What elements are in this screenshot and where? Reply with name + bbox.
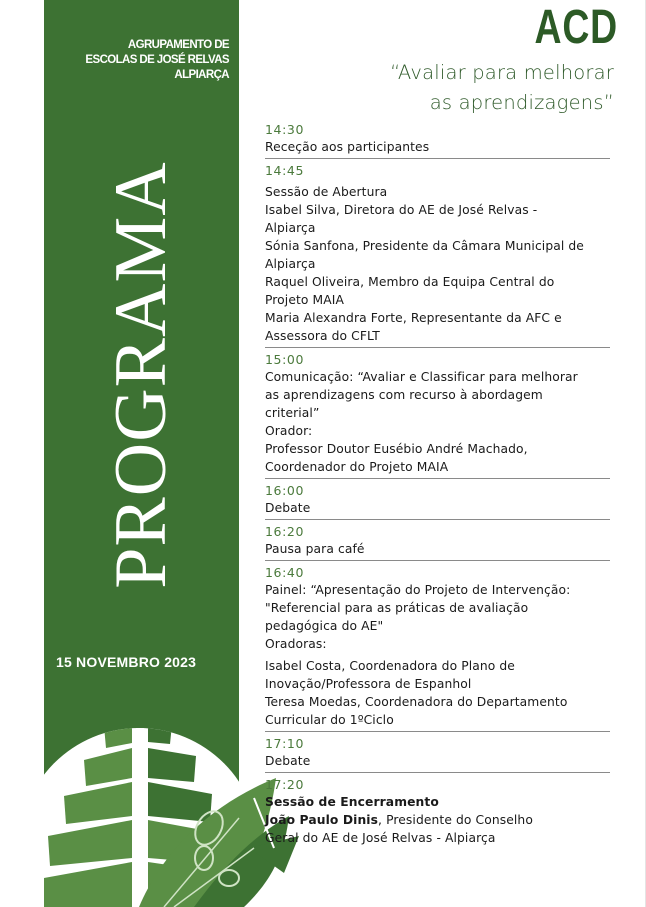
schedule-line: Debate: [265, 501, 311, 515]
schedule-line: Oradoras:: [265, 637, 327, 651]
event-subtitle: [390, 58, 614, 118]
school-name-line: AGRUPAMENTO DE: [127, 39, 229, 51]
schedule-line: Orador:: [265, 424, 313, 438]
program-schedule: [265, 122, 610, 847]
schedule-line: Projeto MAIA: [265, 293, 345, 307]
schedule-line: Inovação/Professora de Espanhol: [265, 677, 472, 691]
school-name-line: ESCOLAS DE JOSÉ RELVAS: [85, 54, 229, 66]
schedule-time: 14:30: [265, 122, 305, 137]
schedule-line: criterial”: [265, 406, 320, 420]
schedule-line: pedagógica do AE": [265, 619, 384, 633]
schedule-item: [265, 352, 610, 479]
schedule-item: [265, 524, 610, 561]
school-name: [49, 38, 229, 83]
schedule-line: Maria Alexandra Forte, Representante da AFC e: [265, 311, 562, 325]
vertical-title: PROGRAMA: [100, 161, 182, 589]
divider: [265, 347, 610, 348]
school-name-line: ALPIARÇA: [174, 69, 229, 81]
schedule-line: "Referencial para as práticas de avaliação: [265, 601, 529, 615]
schedule-line: Painel: “Apresentação do Projeto de Intervenção:: [265, 583, 571, 597]
schedule-line: Debate: [265, 754, 311, 768]
schedule-line: Geral do AE de José Relvas - Alpiarça: [265, 831, 496, 845]
schedule-line: [265, 811, 610, 829]
event-date: 15 NOVEMBRO 2023: [56, 654, 197, 670]
schedule-line: Curricular do 1ºCiclo: [265, 713, 394, 727]
speaker-name: João Paulo Dinis: [265, 813, 379, 827]
schedule-line: Pausa para café: [265, 542, 365, 556]
divider: [265, 560, 610, 561]
divider: [265, 731, 610, 732]
divider: [265, 772, 610, 773]
schedule-item: [265, 122, 610, 159]
schedule-line: Alpiarça: [265, 221, 316, 235]
divider: [265, 158, 610, 159]
schedule-line: Sónia Sanfona, Presidente da Câmara Municipal de: [265, 239, 584, 253]
schedule-line: Isabel Silva, Diretora do AE de José Relvas -: [265, 203, 538, 217]
schedule-time: 14:45: [265, 163, 305, 178]
schedule-line: Raquel Oliveira, Membro da Equipa Central do: [265, 275, 555, 289]
schedule-time: 15:00: [265, 352, 305, 367]
schedule-line: Coordenador do Projeto MAIA: [265, 460, 449, 474]
schedule-time: 16:40: [265, 565, 305, 580]
schedule-line: Sessão de Abertura: [265, 185, 388, 199]
schedule-time: 17:10: [265, 736, 305, 751]
schedule-line: Alpiarça: [265, 257, 316, 271]
divider: [265, 478, 610, 479]
closing-title: [265, 793, 610, 811]
schedule-line: Assessora do CFLT: [265, 329, 380, 343]
schedule-item: [265, 565, 610, 732]
schedule-item: [265, 777, 610, 847]
schedule-item: [265, 483, 610, 520]
schedule-line: as aprendizagens com recurso à abordagem: [265, 388, 543, 402]
event-acronym: ACD: [534, 1, 618, 54]
schedule-line: Professor Doutor Eusébio André Machado,: [265, 442, 528, 456]
speaker-role: , Presidente do Conselho: [378, 813, 533, 827]
subtitle-line: “Avaliar para melhorar: [390, 61, 614, 84]
schedule-line: Comunicação: “Avaliar e Classificar para melhorar: [265, 370, 578, 384]
schedule-line: Isabel Costa, Coordenadora do Plano de: [265, 659, 515, 673]
schedule-line: Teresa Moedas, Coordenadora do Departamento: [265, 695, 568, 709]
schedule-time: 17:20: [265, 777, 305, 792]
schedule-time: 16:20: [265, 524, 305, 539]
divider: [265, 519, 610, 520]
schedule-item: [265, 736, 610, 773]
schedule-line: Receção aos participantes: [265, 140, 430, 154]
subtitle-line: as aprendizagens”: [429, 91, 614, 114]
schedule-time: 16:00: [265, 483, 305, 498]
closing-title-text: Sessão de Encerramento: [265, 795, 439, 809]
schedule-item: [265, 163, 610, 348]
